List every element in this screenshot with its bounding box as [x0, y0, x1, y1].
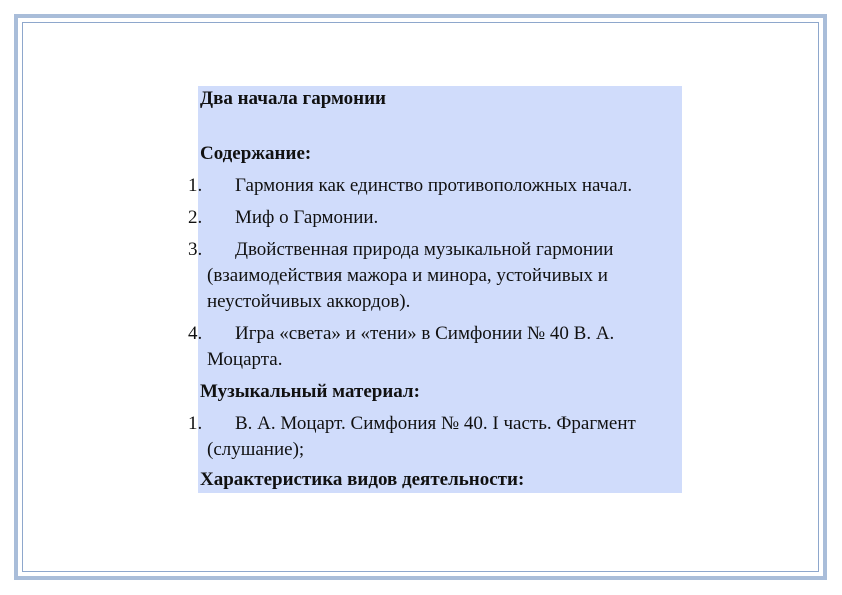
slide-content	[188, 86, 682, 493]
activity-heading: Характеристика видов деятельности:	[198, 467, 682, 493]
contents-list	[188, 173, 682, 373]
list-item	[188, 173, 682, 199]
contents-heading: Содержание:	[198, 141, 682, 167]
list-item-number: 1.	[188, 413, 203, 434]
list-item-number: 1.	[188, 175, 203, 196]
list-item	[188, 205, 682, 231]
list-item-number: 2.	[188, 207, 203, 228]
list-item	[188, 237, 682, 315]
lesson-title: Два начала гармонии	[198, 86, 682, 112]
list-item-text: Двойственная природа музыкальной гармонии (взаимодействия мажора и минора, устойчивых и неустойчивых аккордов).	[198, 237, 682, 315]
list-item-number: 4.	[188, 323, 203, 344]
list-item-text: Гармония как единство противоположных начал.	[198, 173, 682, 199]
list-item	[188, 411, 682, 463]
material-list	[188, 411, 682, 463]
list-item	[188, 321, 682, 373]
list-item-text: В. А. Моцарт. Симфония № 40. I часть. Фрагмент (слушание);	[198, 411, 682, 463]
list-item-text: Миф о Гармонии.	[198, 205, 682, 231]
list-item-text: Игра «света» и «тени» в Симфонии № 40 В. А. Моцарта.	[198, 321, 682, 373]
spacer	[198, 112, 682, 141]
material-heading: Музыкальный материал:	[198, 379, 682, 405]
list-item-number: 3.	[188, 239, 203, 260]
